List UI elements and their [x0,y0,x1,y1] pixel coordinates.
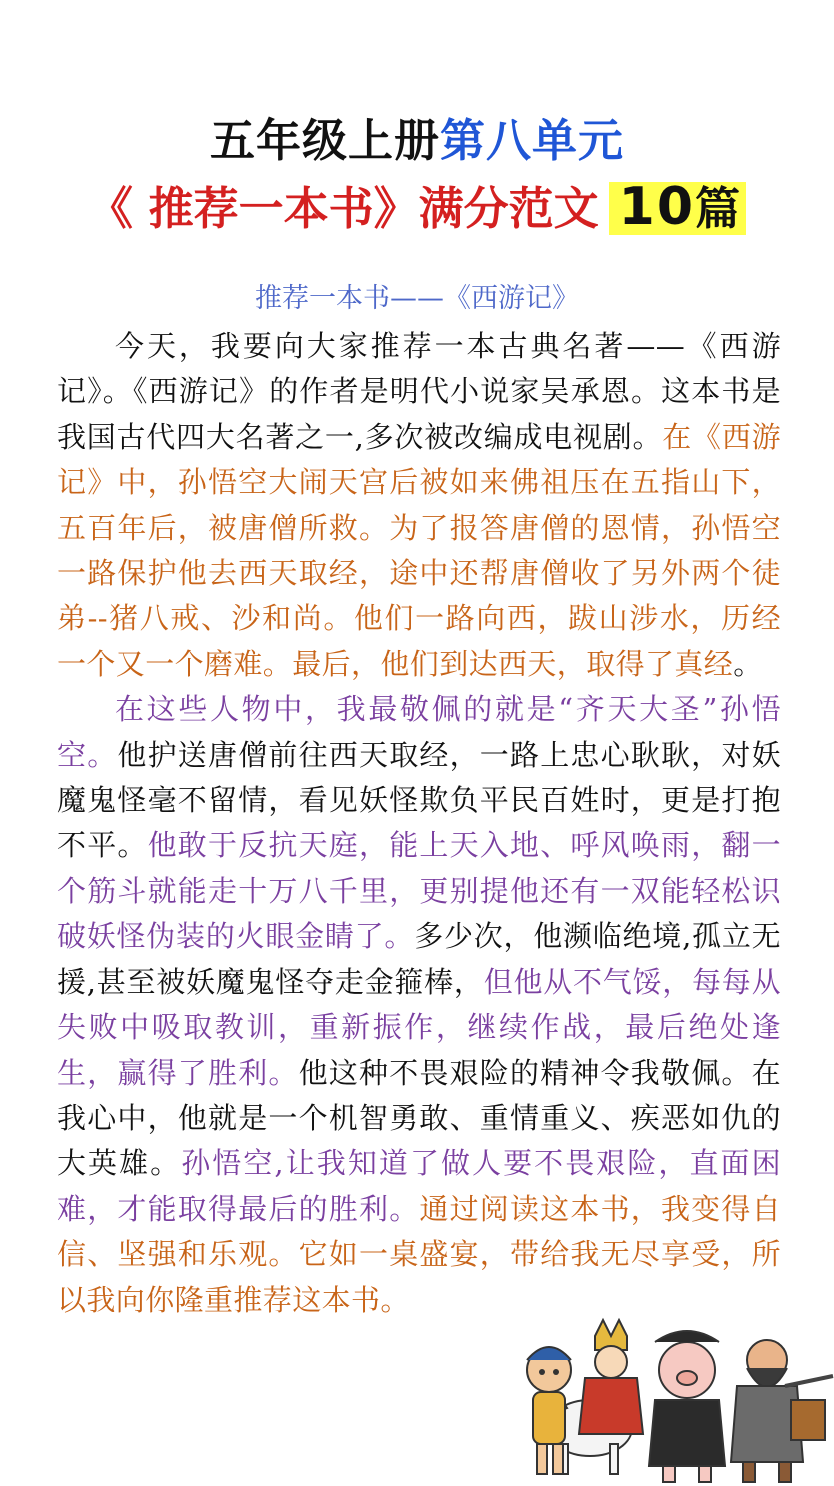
paragraph-2 [57,687,781,1323]
count-highlight [609,177,746,237]
main-title-line1 [0,112,834,170]
count-number: 10 [618,177,696,237]
essay-title: 推荐一本书——《西游记》 [255,283,579,314]
p1-sentence-story: 在《西游记》中，孙悟空大闹天宫后被如来佛祖压在五指山下，五百年后，被唐僧所救。为了报答唐僧的恩情，孙悟空一路保护他去西天取经，途中还帮唐僧收了另外两个徒弟--猪八戒、沙和尚。他们一路向西，跋山涉水，历经一个又一个磨难。最后，他们到达西天，取得了真经 [57,419,781,681]
p1-sentence-intro: 今天，我要向大家推荐一本古典名著——《西游记》。《西游记》的作者是明代小说家吴承恩。这本书是我国古代四大名著之一,多次被改编成电视剧。 [57,329,781,454]
paragraph-1 [57,324,781,687]
p1-sentence-end: 。 [733,646,763,681]
topic-label: 《 推荐一本书》满分范文 [87,182,599,235]
tang-monk-icon [579,1320,643,1434]
p2-sentence-2: 他护送唐僧前往西天取经，一路上忠心耿耿，对妖魔鬼怪毫不留情，看见妖怪欺负平民百姓时，更是打抱不平。 [57,737,781,863]
journey-to-the-west-characters-icon [515,1316,834,1486]
p2-sentence-1: 在这些人物中，我最敬佩的就是“齐天大圣”孙悟空。 [57,692,781,772]
p2-sentence-8: 通过阅读这本书，我变得自信、坚强和乐观。它如一桌盛宴，带给我无尽享受，所以我向你隆重推荐这本书。 [57,1191,781,1317]
p2-sentence-5: 但他从不气馁，每每从失败中吸取教训，重新振作，继续作战，最后绝处逢生，赢得了胜利。 [57,964,781,1090]
p2-sentence-7: 孙悟空,让我知道了做人要不畏艰险，直面困难，才能取得最后的胜利。 [57,1146,781,1226]
p2-sentence-4: 多少次，他濒临绝境,孤立无援,甚至被妖魔鬼怪夺走金箍棒， [57,919,781,999]
essay-body [57,324,781,1323]
p2-sentence-6: 他这种不畏艰险的精神令我敬佩。在我心中，他就是一个机智勇敢、重情重义、疾恶如仇的大英雄。 [57,1055,782,1181]
unit-label: 第八单元 [440,114,625,167]
pigsy-icon [649,1331,725,1482]
main-title-line2 [0,178,834,238]
p2-sentence-3: 他敢于反抗天庭，能上天入地、呼风唤雨，翻一个筋斗就能走十万八千里，更别提他还有一双能轻松识破妖怪伪装的火眼金睛了。 [57,828,782,954]
sandy-icon [731,1340,833,1482]
count-unit: 篇 [695,182,741,235]
grade-label: 五年级上册 [209,114,440,167]
